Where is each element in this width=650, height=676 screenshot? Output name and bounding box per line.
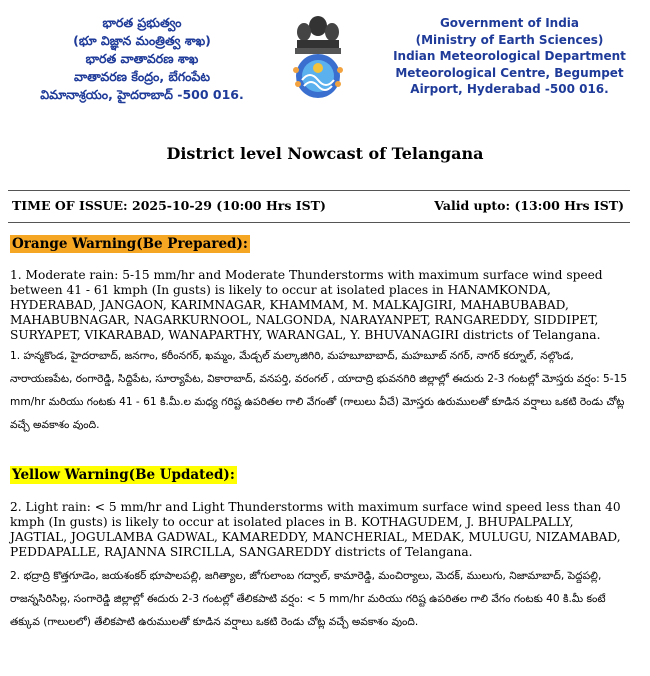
letterhead-telugu-line: భారత ప్రభుత్వం	[102, 15, 182, 30]
letterhead-english-line: Indian Meteorological Department	[393, 49, 626, 63]
orange-warning-english: 1. Moderate rain: 5-15 mm/hr and Moderate Thunderstorms with maximum surface wind speed between 41 - 61 kmph (In gusts) is likely to occur at isolated places in HANAMKONDA, HYDERABAD, JANGAON, KARIMNAGAR, KHAMMAM, M. MALKAJGIRI, MAHABUBABAD, MAHABUBNAGAR, NAGARKURNOOL, NALGONDA, NARAYANPET, RANGAREDDY, SIDDIPET, SURYAPET, VIKARABAD, WANAPARTHY, WARANGAL, Y. BHUVANAGIRI districts of Telangana.	[10, 268, 603, 342]
letterhead-english-line: Airport, Hyderabad -500 016.	[410, 82, 609, 96]
letterhead-telugu-line: భారత వాతావరణ శాఖ	[85, 51, 199, 66]
valid-upto: Valid upto: (13:00 Hrs IST)	[434, 198, 624, 213]
letterhead-telugu-line: విమానాశ్రయం, హైదరాబాద్ -500 016.	[40, 87, 244, 102]
letterhead-english	[372, 15, 647, 98]
divider-top	[8, 190, 630, 191]
letterhead-telugu	[6, 14, 278, 104]
letterhead	[0, 0, 650, 110]
yellow-warning-telugu: 2. భద్రాద్రి కొత్తగూడెం, జయశంకర్ భూపాలపల్లి, జగిత్యాల, జోగులాంబ గద్వాల్, కామారెడ్డి, మంచిర్యాలు, మెదక్, ములుగు, నిజామాబాద్, పెద్దపల్లి, రాజన్నసిరిసిల్ల, సంగారెడ్డి జిల్లాల్లో ఈదురు 2-3 గంటల్లో తేలికపాటి వర్షం: < 5 mm/hr మరియు గరిష్ట ఉపరితల గాలి వేగం గంటకు 40 కి.మీ కంటే తక్కువ (గాలులలో) తేలికపాటి ఉరుములతో కూడిన వర్షాలు ఒకటి రెండు చోట్ల వచ్చే అవకాశం వుంది.	[10, 570, 606, 628]
orange-warning-heading: Orange Warning(Be Prepared):	[12, 236, 248, 252]
time-of-issue: TIME OF ISSUE: 2025-10-29 (10:00 Hrs IST)	[12, 198, 326, 213]
letterhead-english-line: Government of India	[439, 16, 580, 30]
page-title: District level Nowcast of Telangana	[166, 144, 484, 163]
yellow-warning-english: 2. Light rain: < 5 mm/hr and Light Thunderstorms with maximum surface wind speed less than 40 kmph (In gusts) is likely to occur at isolated places in B. KOTHAGUDEM, J. BHUPALPALLY, JAGTIAL, JOGULAMBA GADWAL, KAMAREDDY, MANCHERIAL, MEDAK, MULUGU, NIZAMABAD, PEDDAPALLE, RAJANNA SIRCILLA, SANGAREDDY districts of Telangana.	[10, 500, 621, 559]
divider-bottom	[8, 222, 630, 223]
orange-warning-telugu: 1. హన్మకొండ, హైదరాబాద్, జనగాం, కరీంనగర్, ఖమ్మం, మేడ్చల్ మల్కాజిగిరి, మహబూబాబాద్, మహబూబ్ నగర్, నాగర్ కర్నూల్, నల్గొండ, నారాయణపేట, రంగారెడ్డి, సిద్దిపేట, సూర్యాపేట, వికారాబాద్, వనపర్తి, వరంగల్ , యాదాద్రి భువనగిరి జిల్లాల్లో ఈదురు 2-3 గంటల్లో మోస్తరు వర్షం: 5-15 mm/hr మరియు గంటకు 41 - 61 కి.మీ.ల మధ్య గరిష్ట ఉపరితల గాలి వేగంతో (గాలులు వీచే) మోస్తరు ఉరుములతో కూడిన వర్షాలు ఒకటి రెండు చోట్ల వచ్చే అవకాశం వుంది.	[10, 350, 628, 431]
yellow-warning-heading: Yellow Warning(Be Updated):	[12, 467, 235, 483]
state-emblem-icon	[280, 10, 356, 108]
letterhead-english-line: (Ministry of Earth Sciences)	[415, 32, 604, 47]
letterhead-english-line: Meteorological Centre, Begumpet	[395, 65, 624, 80]
letterhead-telugu-line: (భూ విజ్ఞాన మంత్రిత్వ శాఖ)	[73, 33, 211, 48]
letterhead-telugu-line: వాతావరణ కేంద్రం, బేగంపేట	[73, 69, 210, 84]
